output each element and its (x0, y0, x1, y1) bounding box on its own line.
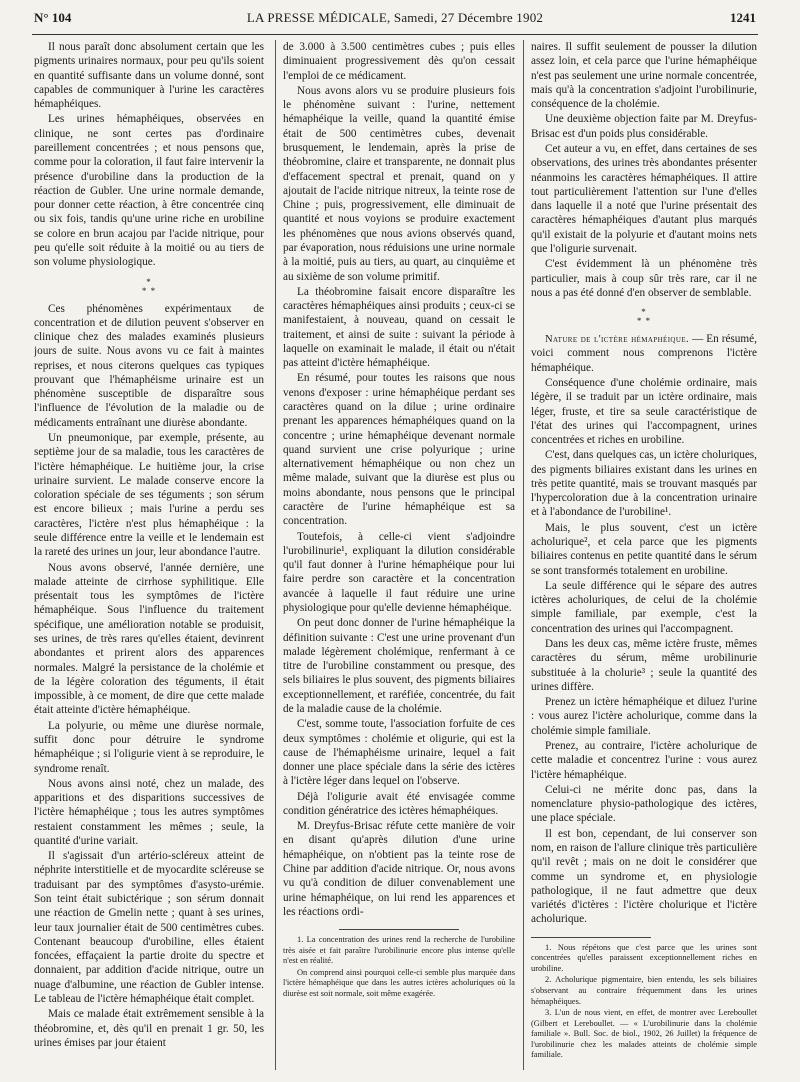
paragraph: de 3.000 à 3.500 centimètres cubes ; puis elles diminuaient progressivement dès qu'on cessait l'emploi de ce médicament. (283, 41, 515, 82)
column-divider (275, 40, 276, 1070)
paragraph: On peut donc donner de l'urine hémaphéique la définition suivante : C'est une urine provenant d'un malade légèrement cholémique, renfermant à ce titre de l'urobiline constamment ou presque, des sels biliaires le plus souvent, des pigments biliaires exceptionnellement, et raréfiée, concentrée, du fait de la maladie cause de la cholémie. (283, 617, 515, 715)
star-bottom: * * (141, 285, 157, 296)
running-head (34, 10, 756, 26)
paragraph: Prenez, au contraire, l'ictère acholurique de cette maladie et concentrez l'urine : vous aurez l'ictère hémaphéique. (531, 739, 757, 781)
paragraph: Nous avons observé, l'année dernière, une malade atteinte de cirrhose syphilitique. Elle présentait tous les symptômes de l'ictère hémaphéique. Sous l'influence du traitement spécifique, une amélioration notable se produisit, ses urines, de très rares qu'elles étaient, devinrent abondantes et prirent alors des apparences normales. Malgré la persistance de la cholémie et de la légère coloration des téguments, il était impossible, à ce moment, de dire que cette malade était atteinte d'ictère hémaphéique. (34, 561, 264, 717)
footnote: 2. Acholurique pigmentaire, bien entendu, les sels biliaires s'observant au contraire fréquemment dans les urines hémaphéiques. (531, 975, 757, 1006)
section-title: Nature de l'ictère hémaphéique. (545, 334, 690, 346)
paragraph: Un pneumonique, par exemple, présente, au septième jour de sa maladie, tous les caractères de l'ictère hémaphéique. Le huitième jour, la crise urinaire survient. Le malade conserve encore la coloration spéciale de ses téguments ; son sérum est encore bilieux ; mais l'urine a perdu ses caractères, l'ictère n'est plus hémaphéique : la seule différence entre la veille et le lendemain est la rareté des urines un jour, leur abondance l'autre. (34, 432, 264, 559)
section-stars (34, 278, 264, 296)
issue-date: , Samedi, 27 Décembre 1902 (387, 10, 544, 25)
paragraph: Mais, le plus souvent, c'est un ictère acholurique², et cela parce que les pigments biliaires contenus en petite quantité dans le sérum se sont transformés totalement en urobiline. (531, 521, 757, 577)
paragraph: Une deuxième objection faite par M. Dreyfus-Brisac est d'un poids plus considérable. (531, 113, 757, 140)
star-bottom: * * (636, 316, 652, 327)
section-lead: — En résumé, voici comment nous comprenons l'ictère hémaphéique. (531, 333, 757, 374)
paragraph: naires. Il suffit seulement de pousser la dilution assez loin, et cela parce que l'urine hémaphéique n'est pas seulement une urine normale concentrée, mais qu'à la concentration s'adjoint l'urobilinurie, conséquence de la cholémie. (531, 41, 757, 111)
paragraph: Prenez un ictère hémaphéique et diluez l'urine : vous aurez l'ictère acholurique, comme dans la cholémie simple familiale. (531, 696, 757, 737)
footnote-rule (531, 937, 651, 938)
paragraph: Conséquence d'une cholémie ordinaire, mais légère, il se traduit par un ictère ordinaire, mais léger, fruste, et tire sa seule caractéristique de l'état des urines qui l'accompagnent, urines concentrées et riches en urobiline. (531, 376, 757, 447)
paragraph: C'est évidemment là un phénomène très particulier, mais à coup sûr très rare, car il ne nous a pas été donné d'en observer de semblable. (531, 258, 757, 299)
issue-number: N° 104 (34, 10, 72, 25)
paragraph: Cet auteur a vu, en effet, dans certaines de ses observations, des urines très abondantes présenter néanmoins les caractères hémaphéiques. Il attire tout particulièrement l'attention sur l'une d'elles dans laquelle il a noté que l'urine présentait des caractères hémaphéiques d'autant plus marqués qu'il existait de la polyurie et d'autant moins nets que l'oligurie survenait. (531, 142, 757, 255)
column-1 (34, 40, 264, 1075)
footnote: On comprend ainsi pourquoi celle-ci semble plus marquée dans l'ictère hémaphéique que dans les autres ictères acholuriques où la diurèse est soit normale, soit même exagérée. (283, 967, 515, 999)
page-header (34, 10, 756, 32)
footnote: 3. L'un de nous vient, en effet, de montrer avec Lereboullet (Gilbert et Lereboullet. — « L'urobilinurie dans la cholémie familiale ». Bull. Soc. de biol., 1902, 26 Juillet) la fréquence de l'urobilinurie chez les malades atteints de cholémie simple familiale. (531, 1008, 757, 1060)
page-number: 1241 (730, 10, 756, 25)
paragraph: En résumé, pour toutes les raisons que nous venons d'exposer : urine hémaphéique perdant ses caractères quand on la dilue ; urine ordinaire prenant les apparences hémaphéiques quand on la concentre ; urine hémaphéique devenant normale quand survient une crise polyurique ; urine alternativement hémaphéique ou non chez un même malade, suivant que la diurèse est plus ou moins abondante, nous pensons que le principal caractère de l'urine hémaphéique est sa concentration. (283, 372, 515, 528)
header-rule (32, 34, 758, 35)
footnote-rule (339, 929, 459, 930)
paragraph: Mais ce malade était extrêmement sensible à la théobromine, et, dès qu'il en prenait 1 gr. 50, les urines émises par jour étaient (34, 1008, 264, 1049)
paragraph: Toutefois, à celle-ci vient s'adjoindre l'urobilinurie¹, expliquant la dilution considérable qu'il faut donner à l'urine hémaphéique pour lui faire perdre son caractère et la concentration avancée à laquelle il faut réduire une urine physiologique pour qu'elle devienne hémaphéique. (283, 530, 515, 614)
column-divider (523, 40, 524, 1070)
journal-title: LA PRESSE MÉDICALE (246, 10, 387, 25)
paragraph: La seule différence qui le sépare des autres ictères acholuriques, de celui de la cholémie simple familiale, par exemple, c'est la concentration des urines qui l'accompagnent. (531, 579, 757, 635)
paragraph: La polyurie, ou même une diurèse normale, suffit donc pour détruire le syndrome hémaphéique ; si l'oligurie vient à se reproduire, le syndrome renaît. (34, 719, 264, 775)
paragraph: Il est bon, cependant, de lui conserver son nom, en raison de l'allure clinique très particulière qu'il revêt ; mais on ne doit le considérer que comme un syndrome et, en physiologie pathologique, il ne faut admettre que deux variétés d'ictères : l'ictère cholurique et l'ictère acholurique. (531, 827, 757, 926)
star-top: * (146, 276, 152, 287)
paragraph: Ces phénomènes expérimentaux de concentration et de dilution peuvent s'observer en clinique chez des malades examinés plusieurs jours de suite. Nous avons vu ce fait à maintes reprises, et nous citerons quelques cas typiques prouvant que l'hémaphéisme urinaire est un phénomène susceptible de disparaître sous l'influence de l'évolution de la maladie ou de médicaments entraînant une diurèse abondante. (34, 302, 264, 429)
paragraph: Déjà l'oligurie avait été envisagée comme condition génératrice des ictères hémaphéiques. (283, 790, 515, 817)
paragraph: C'est, somme toute, l'association forfuite de ces deux symptômes : cholémie et oligurie, qui est la cause de l'hémaphéisme urinaire, lequel a fait donner une place spéciale dans la série des ictères à l'ictère léger dans lequel on l'observe. (283, 718, 515, 788)
column-3 (531, 40, 757, 1075)
paragraph: Nous avons ainsi noté, chez un malade, des apparitions et des disparitions successives de l'ictère hémaphéique ; tous les autres symptômes restaient constamment les mêmes ; seule, la quantité d'urine variait. (34, 777, 264, 847)
paragraph: Les urines hémaphéiques, observées en clinique, ne sont certes pas d'ordinaire pareillement concentrées ; et nous pensons que, comme pour la coloration, il faut faire intervenir la présence d'urobiline dans la production de la réaction de Gubler. Une urine normale demande, pour donner cette réaction, à être concentrée cinq ou six fois, tandis qu'une urine riche en urobiline se colore en brun acajou par l'acide nitrique, pour peu qu'elle soit réduite à la moitié ou au tiers de son volume physiologique. (34, 113, 264, 269)
paragraph: La théobromine faisait encore disparaître les caractères hémaphéiques ainsi produits ; ceux-ci se manifestaient, à nouveau, quand on cessait le traitement, et ainsi de suite : suivant la période à laquelle on examinait le malade, il était ou n'était pas atteint d'ictère hémaphéique. (283, 285, 515, 370)
paragraph: Il s'agissait d'un artério-scléreux atteint de néphrite interstitielle et de myocardite scléreuse se traduisant par des symptômes d'asysto-urémie. Son teint était subictérique ; son sérum donnait une réaction de Gmelin nette ; quant à ses urines, leur taux journalier était de 500 centimètres cubes. Contenant beaucoup d'urobiline, elles étaient foncées, effaçaient la partie droite du spectre et donnaient, par addition d'acide nitrique, outre un nuage d'albumine, une réaction de Gubler intense. Le tableau de l'ictère hémaphéique était complet. (34, 850, 264, 1005)
section-stars (531, 308, 757, 326)
footnote: 1. La concentration des urines rend la recherche de l'urobiline très aisée et fait paraître l'urobilinurie encore plus intense qu'elle n'est en réalité. (283, 935, 515, 966)
paragraph: C'est, dans quelques cas, un ictère choluriques, des pigments biliaires existant dans les urines en très petite quantité, mais se trouvant masqués par l'hypercoloration due à la concentration urinaire et à l'abondance de l'urobiline¹. (531, 449, 757, 519)
column-2 (283, 40, 515, 1075)
star-top: * (641, 307, 647, 318)
section-paragraph (531, 332, 757, 375)
paragraph: Dans les deux cas, même ictère fruste, mêmes caractères du sérum, même urobilinurie substituée à la cholurie³ ; seule la quantité des urines diffère. (531, 638, 757, 693)
paragraph: Nous avons alors vu se produire plusieurs fois le phénomène suivant : l'urine, nettement hémaphéique la veille, quand la quantité émise était de 500 centimètres cubes, devenait brusquement, le lendemain, après la prise de théobromine, claire et transparente, ne donnait plus d'effacement spectral et prenait, quand on y ajoutait de l'acide nitrique nitreux, la teinte rose de Chine ; puis, progressivement, elle diminuait de quantité et nous voyions se produire exactement les phénomènes que nous avions observés quand, par évaporation, nous réduisions une urine normale à la moitié, puis au tiers, au quart, au cinquième et au sixième de son volume primitif. (283, 84, 515, 283)
paragraph: Celui-ci ne mérite donc pas, dans la nomenclature physio-pathologique des ictères, une place spéciale. (531, 783, 757, 825)
paragraph: M. Dreyfus-Brisac réfute cette manière de voir en disant qu'après dilution d'une urine hémaphéique, on n'obtient pas la teinte rose de Chine par addition d'acide nitrique. Or, nous avons vu qu'à condition de diluer convenablement une urine hémaphéique, on lui rend les apparences et les réactions ordi- (283, 820, 515, 918)
paragraph: Il nous paraît donc absolument certain que les pigments urinaires normaux, pour peu qu'ils soient en quantité suffisante dans un volume donné, sont capables de communiquer à l'urine les caractères hémaphéiques. (34, 41, 264, 111)
footnote: 1. Nous répétons que c'est parce que les urines sont concentrées qu'elles paraissent exceptionnellement riches en urobiline. (531, 942, 757, 973)
